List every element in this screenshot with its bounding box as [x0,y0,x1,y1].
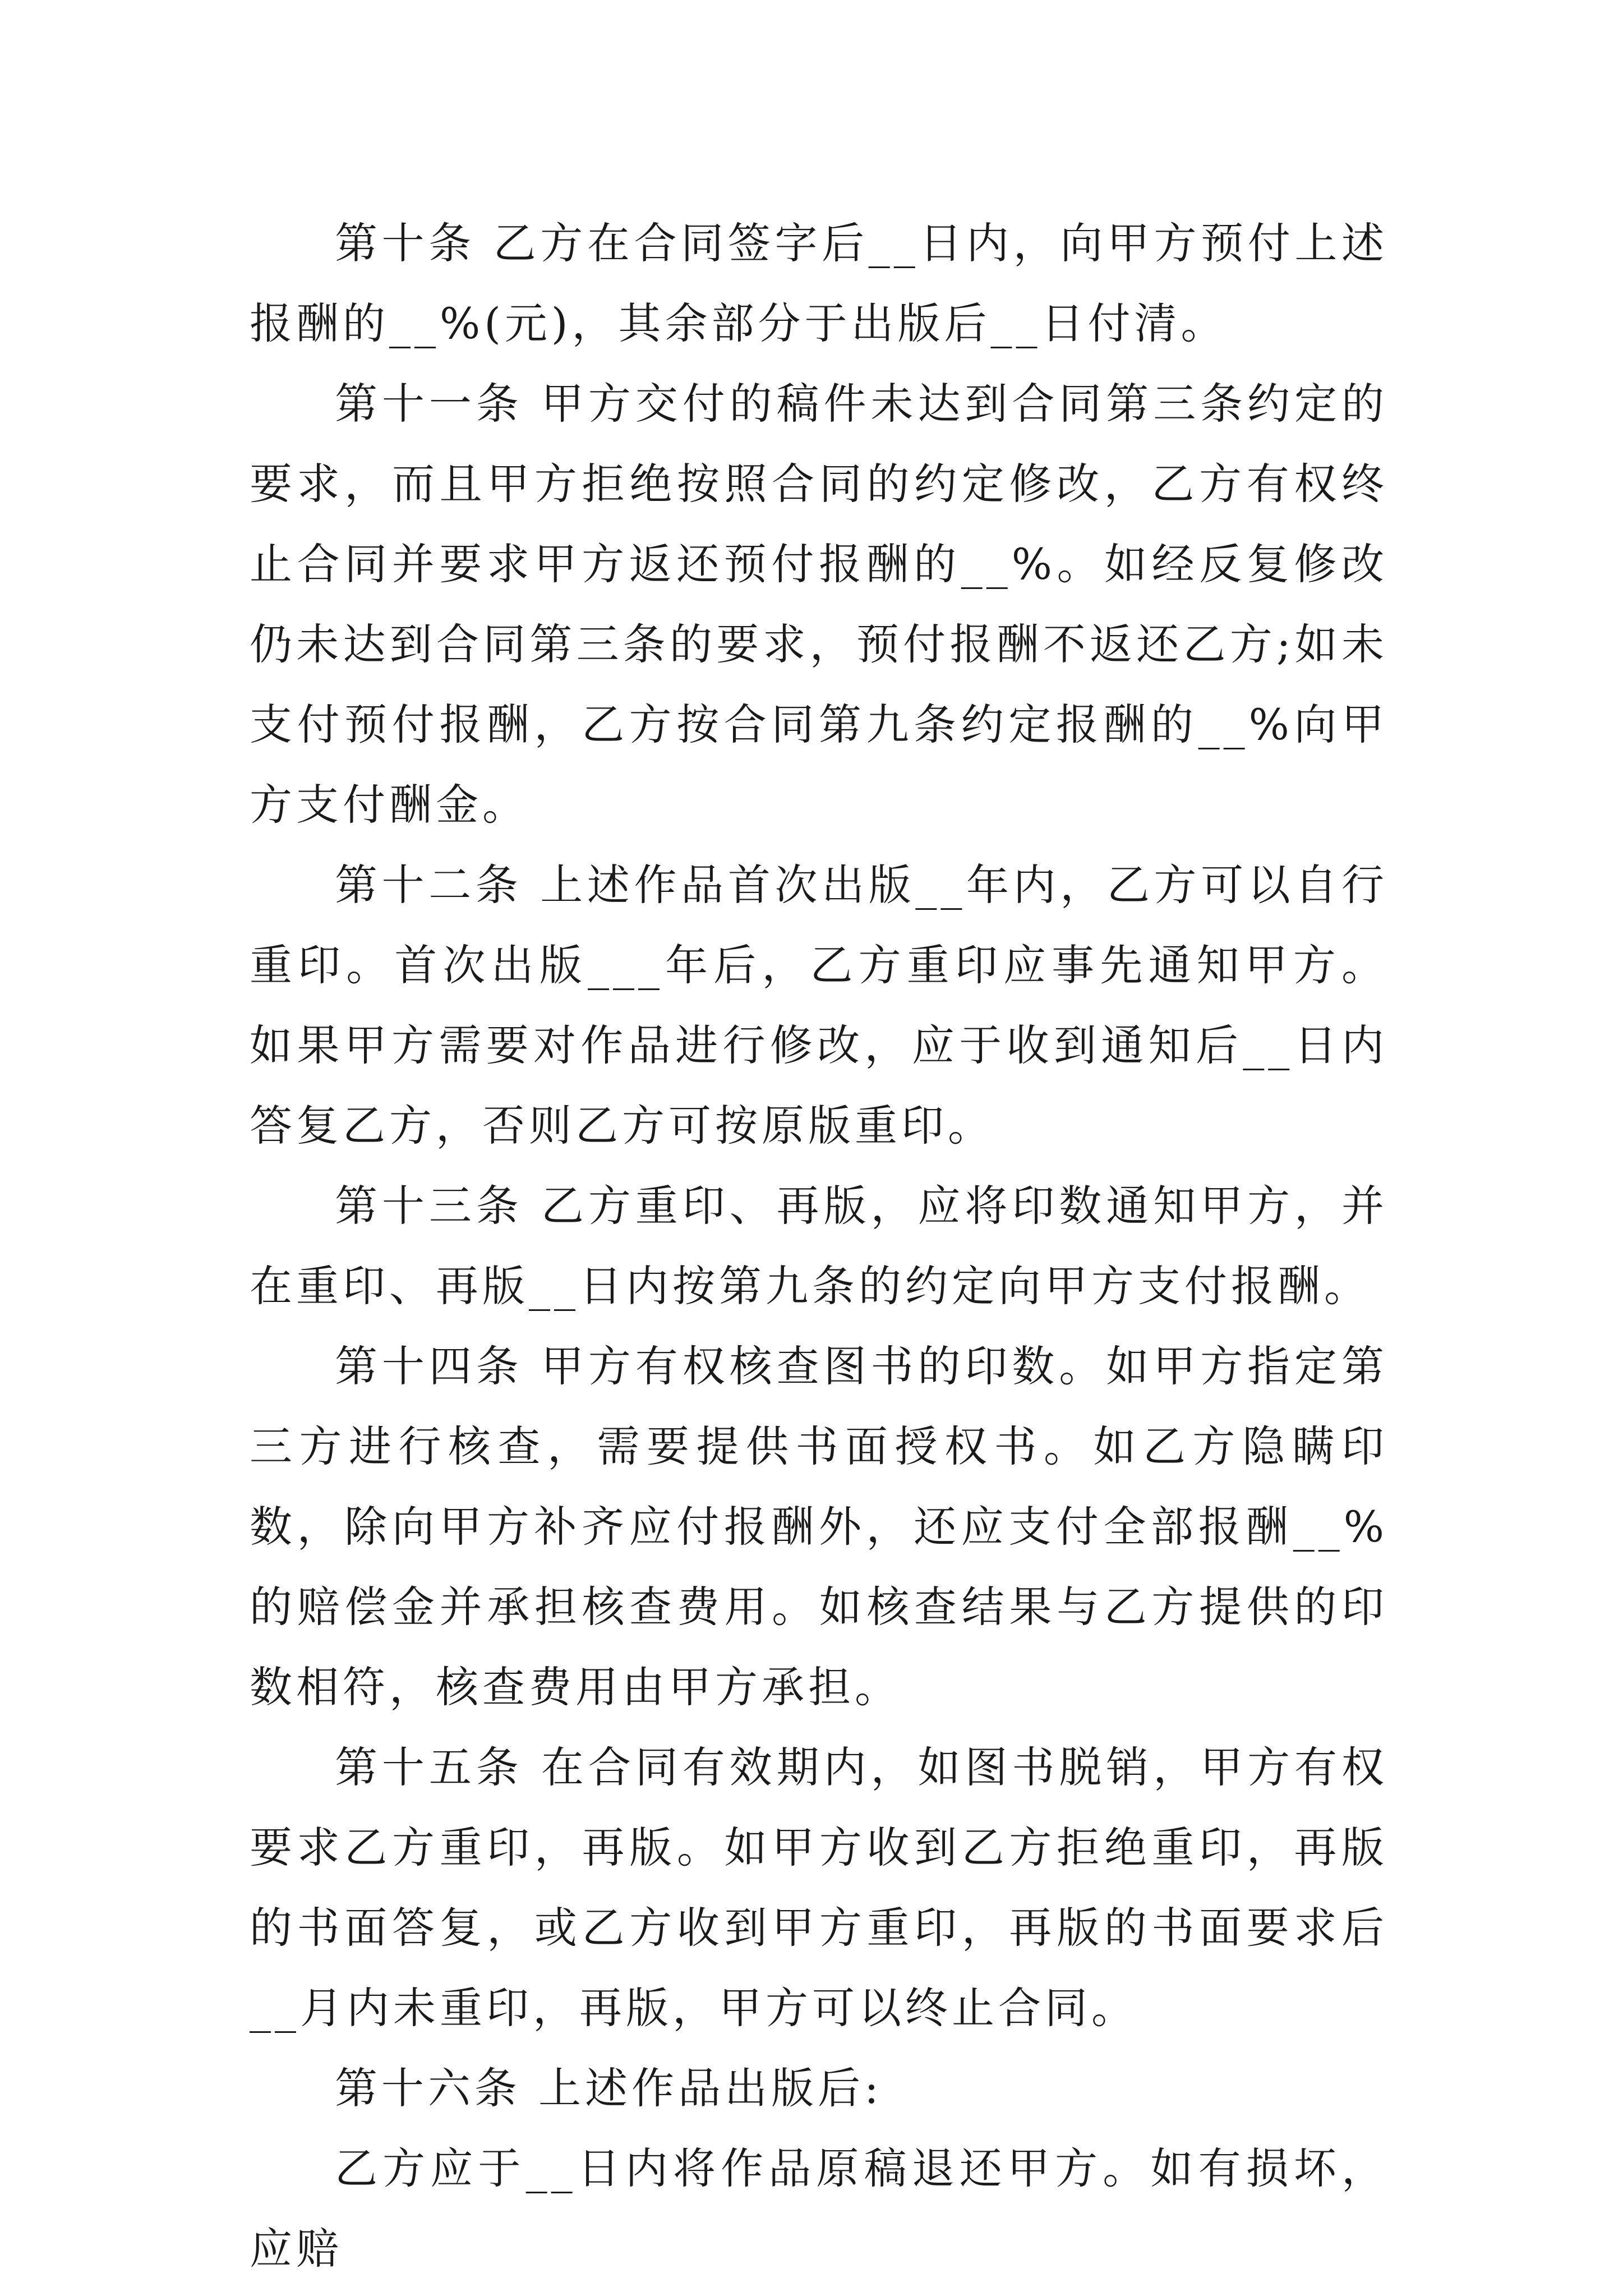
document-body [250,203,1388,2289]
clause-12: 第十二条 上述作品首次出版__年内，乙方可以自行重印。首次出版___年后，乙方重印应事先通知甲方。如果甲方需要对作品进行修改，应于收到通知后__日内答复乙方，否则乙方可按原版重印。 [250,860,1388,1151]
clause-16: 第十六条 上述作品出版后: [335,2063,883,2113]
clause-16-item: 乙方应于__日内将作品原稿退还甲方。如有损坏，应赔 [250,2143,1388,2274]
clause-15: 第十五条 在合同有效期内，如图书脱销，甲方有权要求乙方重印，再版。如甲方收到乙方拒绝重印，再版的书面答复，或乙方收到甲方重印，再版的书面要求后__月内未重印，再版，甲方可以终止合同。 [250,1742,1388,2033]
clause-10: 第十条 乙方在合同签字后__日内，向甲方预付上述报酬的__%(元)，其余部分于出版后__日付清。 [250,218,1388,348]
clause-11: 第十一条 甲方交付的稿件未达到合同第三条约定的要求，而且甲方拒绝按照合同的约定修改，乙方有权终止合同并要求甲方返还预付报酬的__%。如经反复修改仍未达到合同第三条的要求，预付报酬不返还乙方;如未支付预付报酬，乙方按合同第九条约定报酬的__%向甲方支付酬金。 [250,379,1388,830]
clause-14: 第十四条 甲方有权核查图书的印数。如甲方指定第三方进行核查，需要提供书面授权书。如乙方隐瞒印数，除向甲方补齐应付报酬外，还应支付全部报酬__%的赔偿金并承担核查费用。如核查结果与乙方提供的印数相符，核查费用由甲方承担。 [250,1341,1388,1712]
clause-13: 第十三条 乙方重印、再版，应将印数通知甲方，并在重印、再版__日内按第九条的约定向甲方支付报酬。 [250,1181,1388,1311]
